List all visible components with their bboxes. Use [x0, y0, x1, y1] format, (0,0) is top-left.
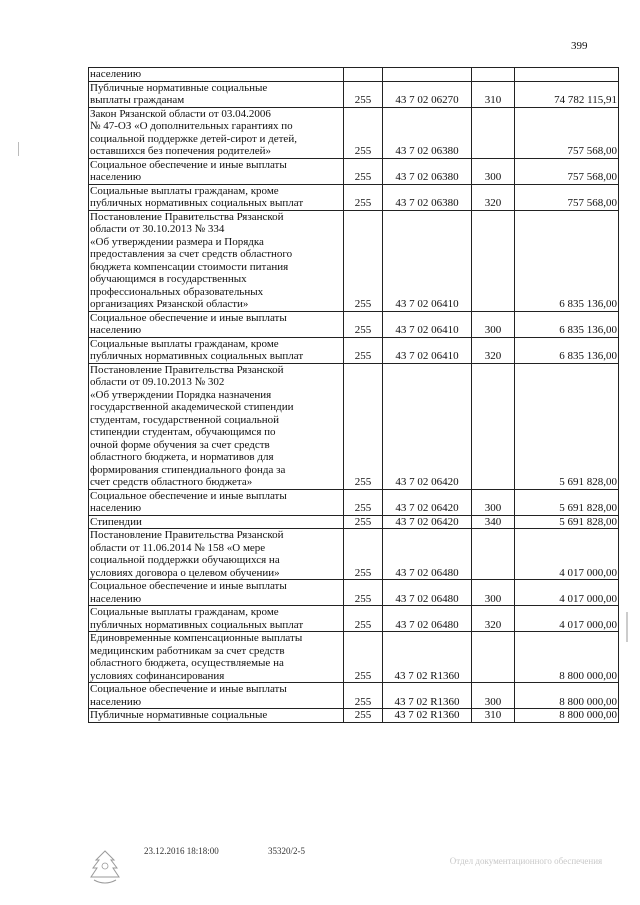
row-code-cell: 43 7 02 R1360 [383, 683, 472, 709]
table-row [89, 515, 619, 529]
row-name-cell: Единовременные компенсационные выплаты медицинским работникам за счет средств областного бюджета, осуществляемые на условиях софинансирования [89, 632, 344, 683]
table-row [89, 158, 619, 184]
row-code-cell: 43 7 02 06420 [383, 489, 472, 515]
row-sum-cell: 74 782 115,91 [515, 81, 619, 107]
row-vr-cell [472, 210, 515, 311]
table-row [89, 184, 619, 210]
table-row [89, 81, 619, 107]
footer-date: 23.12.2016 18:18:00 [144, 846, 219, 856]
row-code-cell: 43 7 02 06480 [383, 580, 472, 606]
row-vr-cell: 300 [472, 683, 515, 709]
table-row [89, 709, 619, 723]
table-row [89, 580, 619, 606]
row-name-cell: Социальные выплаты гражданам, кроме публичных нормативных социальных выплат [89, 184, 344, 210]
row-sum-cell: 8 800 000,00 [515, 632, 619, 683]
table-row [89, 632, 619, 683]
row-name-cell: Социальное обеспечение и иные выплаты населению [89, 683, 344, 709]
row-sum-cell: 5 691 828,00 [515, 515, 619, 529]
row-name-cell: Закон Рязанской области от 03.04.2006 № 47-ОЗ «О дополнительных гарантиях по социальной поддержке детей-сирот и детей, оставшихся без попечения родителей» [89, 107, 344, 158]
row-code-cell: 43 7 02 06420 [383, 363, 472, 489]
page-number: 399 [571, 40, 588, 52]
row-vr-cell: 320 [472, 606, 515, 632]
row-grbs-cell: 255 [344, 632, 383, 683]
row-name-cell: Социальное обеспечение и иные выплаты населению [89, 158, 344, 184]
row-code-cell: 43 7 02 06410 [383, 210, 472, 311]
emblem-stamp-icon [88, 848, 122, 888]
row-grbs-cell: 255 [344, 210, 383, 311]
table-row [89, 107, 619, 158]
row-code-cell: 43 7 02 06380 [383, 158, 472, 184]
row-sum-cell: 4 017 000,00 [515, 580, 619, 606]
row-sum-cell: 5 691 828,00 [515, 363, 619, 489]
table-row [89, 210, 619, 311]
row-code-cell: 43 7 02 06270 [383, 81, 472, 107]
budget-table-container [88, 67, 617, 723]
row-code-cell: 43 7 02 06480 [383, 529, 472, 580]
row-vr-cell [472, 632, 515, 683]
row-grbs-cell: 255 [344, 81, 383, 107]
row-vr-cell: 320 [472, 184, 515, 210]
row-vr-cell: 300 [472, 311, 515, 337]
faded-stamp-text: Отдел документационного обеспечения [449, 856, 603, 866]
row-grbs-cell: 255 [344, 311, 383, 337]
row-name-cell: Социальное обеспечение и иные выплаты населению [89, 580, 344, 606]
table-row [89, 363, 619, 489]
row-name-cell: Социальное обеспечение и иные выплаты населению [89, 311, 344, 337]
row-name-cell: Постановление Правительства Рязанской области от 30.10.2013 № 334 «Об утверждении размера и Порядка предоставления за счет средств областного бюджета компенсации стоимости питания обучающимся в государственных профессиональных образовательных организациях Рязанской области» [89, 210, 344, 311]
row-grbs-cell: 255 [344, 606, 383, 632]
row-code-cell: 43 7 02 06480 [383, 606, 472, 632]
row-sum-cell: 757 568,00 [515, 184, 619, 210]
row-name-cell: населению [89, 68, 344, 82]
row-sum-cell: 8 800 000,00 [515, 683, 619, 709]
row-grbs-cell: 255 [344, 158, 383, 184]
row-vr-cell: 320 [472, 337, 515, 363]
table-row [89, 337, 619, 363]
row-sum-cell: 4 017 000,00 [515, 606, 619, 632]
row-grbs-cell [344, 68, 383, 82]
row-grbs-cell: 255 [344, 184, 383, 210]
row-vr-cell: 310 [472, 81, 515, 107]
row-name-cell: Публичные нормативные социальные [89, 709, 344, 723]
table-row [89, 311, 619, 337]
budget-table-body [89, 68, 619, 723]
row-sum-cell: 757 568,00 [515, 107, 619, 158]
row-vr-cell: 300 [472, 489, 515, 515]
row-vr-cell [472, 107, 515, 158]
table-row [89, 606, 619, 632]
row-vr-cell: 300 [472, 158, 515, 184]
row-sum-cell: 6 835 136,00 [515, 311, 619, 337]
row-grbs-cell: 255 [344, 709, 383, 723]
row-grbs-cell: 255 [344, 515, 383, 529]
row-sum-cell: 8 800 000,00 [515, 709, 619, 723]
row-vr-cell [472, 363, 515, 489]
row-sum-cell: 6 835 136,00 [515, 210, 619, 311]
table-row [89, 529, 619, 580]
row-code-cell: 43 7 02 06380 [383, 107, 472, 158]
row-code-cell: 43 7 02 06420 [383, 515, 472, 529]
table-row [89, 489, 619, 515]
row-sum-cell [515, 68, 619, 82]
row-grbs-cell: 255 [344, 683, 383, 709]
row-vr-cell [472, 68, 515, 82]
table-row [89, 68, 619, 82]
row-code-cell: 43 7 02 06380 [383, 184, 472, 210]
row-vr-cell: 310 [472, 709, 515, 723]
row-grbs-cell: 255 [344, 529, 383, 580]
row-code-cell: 43 7 02 R1360 [383, 632, 472, 683]
budget-table [88, 67, 619, 723]
table-row [89, 683, 619, 709]
row-grbs-cell: 255 [344, 580, 383, 606]
row-vr-cell [472, 529, 515, 580]
row-grbs-cell: 255 [344, 363, 383, 489]
row-code-cell: 43 7 02 06410 [383, 311, 472, 337]
row-sum-cell: 757 568,00 [515, 158, 619, 184]
row-code-cell [383, 68, 472, 82]
row-sum-cell: 5 691 828,00 [515, 489, 619, 515]
row-vr-cell: 340 [472, 515, 515, 529]
row-name-cell: Социальное обеспечение и иные выплаты населению [89, 489, 344, 515]
scan-artifact [626, 612, 628, 642]
row-name-cell: Постановление Правительства Рязанской области от 11.06.2014 № 158 «О мере социальной поддержки обучающихся на условиях договора о целевом обучении» [89, 529, 344, 580]
row-code-cell: 43 7 02 06410 [383, 337, 472, 363]
row-name-cell: Публичные нормативные социальные выплаты гражданам [89, 81, 344, 107]
row-name-cell: Постановление Правительства Рязанской области от 09.10.2013 № 302 «Об утверждении Порядка назначения государственной академической стипендии студентам, государственной социальной стипендии студентам, обучающимся по очной форме обучения за счет средств областного бюджета, и нормативов для формирования стипендиального фонда за счет средств областного бюджета» [89, 363, 344, 489]
footer-document-code: 35320/2-5 [268, 846, 305, 856]
row-name-cell: Социальные выплаты гражданам, кроме публичных нормативных социальных выплат [89, 337, 344, 363]
scan-artifact [18, 142, 19, 156]
row-grbs-cell: 255 [344, 489, 383, 515]
row-name-cell: Стипендии [89, 515, 344, 529]
row-grbs-cell: 255 [344, 337, 383, 363]
row-vr-cell: 300 [472, 580, 515, 606]
row-sum-cell: 6 835 136,00 [515, 337, 619, 363]
row-code-cell: 43 7 02 R1360 [383, 709, 472, 723]
row-grbs-cell: 255 [344, 107, 383, 158]
row-sum-cell: 4 017 000,00 [515, 529, 619, 580]
row-name-cell: Социальные выплаты гражданам, кроме публичных нормативных социальных выплат [89, 606, 344, 632]
